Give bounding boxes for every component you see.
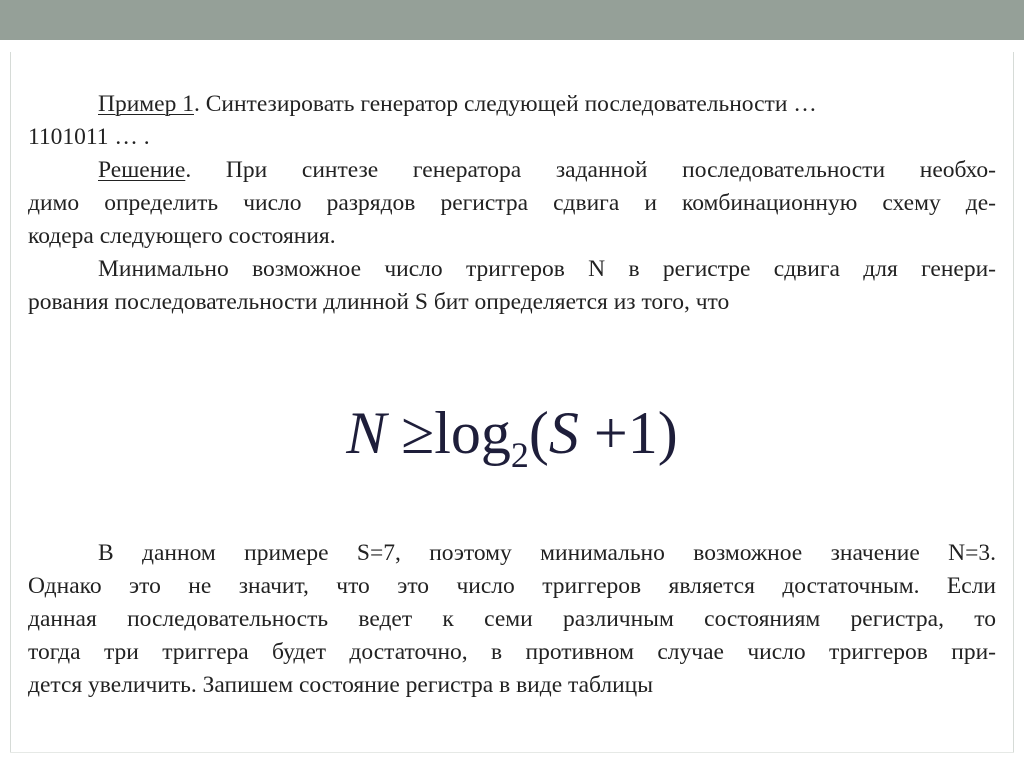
min-paragraph-line-2: рования последовательности длинной S бит определяется из того, что (28, 289, 730, 315)
formula-var: S (548, 400, 579, 466)
problem-text-block (28, 88, 996, 319)
formula-const: 1 (627, 400, 658, 466)
formula-func: log (434, 400, 511, 466)
solution-line-3: кодера следующего состояния. (28, 223, 336, 249)
formula-op: + (593, 400, 628, 466)
example-line-1: В данном примере S=7, поэтому минимально возможное значение N=3. (98, 540, 996, 566)
problem-statement-text: . Синтезировать генератор следующей последовательности … (193, 91, 817, 117)
problem-statement (28, 88, 996, 121)
solution-line-1 (28, 154, 996, 187)
example-line-2: Однако это не значит, что это число триггеров является достаточным. Если (28, 573, 996, 599)
example-line-5: дется увеличить. Запишем состояние регистра в виде таблицы (28, 672, 654, 698)
slide-header-bar (0, 0, 1024, 40)
formula-relation: ≥ (401, 400, 435, 466)
formula-base: 2 (510, 435, 529, 475)
solution-line-2: димо определить число разрядов регистра сдвига и комбинационную схему де- (28, 190, 996, 216)
problem-sequence: 1101011 … . (28, 124, 150, 150)
min-paragraph-line-1: Минимально возможное число триггеров N в регистре сдвига для генери- (98, 256, 996, 282)
example-line-4: тогда три триггера будет достаточно, в противном случае число триггеров при- (28, 639, 996, 665)
example-line-3: данная последовательность ведет к семи различным состояниям регистра, то (28, 606, 996, 632)
solution-line-1-text: . При синтезе генератора заданной последовательности необхо- (185, 157, 996, 183)
example-text-block (28, 537, 996, 702)
formula-close-paren: ) (657, 400, 678, 466)
formula (0, 398, 1024, 490)
problem-label: Пример 1 (98, 91, 194, 117)
frame-bottom-border (10, 752, 1014, 753)
solution-label: Решение (98, 157, 186, 183)
formula-open-paren: ( (528, 400, 549, 466)
formula-lhs: N (346, 400, 387, 466)
